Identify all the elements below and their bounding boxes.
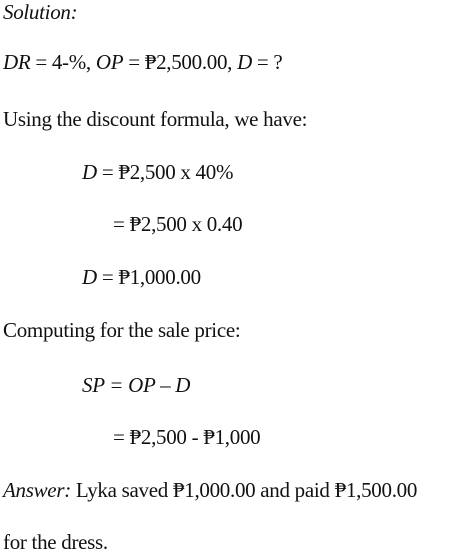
sale-price-substitution: = ₱2,500 - ₱1,000 — [113, 425, 261, 449]
op-value: = ₱2,500.00, — [123, 50, 238, 74]
discount-step-3-variable: D — [82, 265, 97, 289]
solution-heading — [3, 0, 77, 24]
d-value: = ? — [251, 50, 283, 74]
given-values-line — [3, 50, 282, 74]
answer-label: Answer: — [3, 478, 71, 502]
answer-line — [3, 478, 417, 502]
discount-step-1-expression: = ₱2,500 x 40% — [96, 160, 234, 184]
discount-step-1-variable: D — [82, 160, 97, 184]
discount-step-3-result: = ₱1,000.00 — [96, 265, 201, 289]
discount-formula-intro: Using the discount formula, we have: — [3, 107, 308, 131]
sale-price-intro: Computing for the sale price: — [3, 318, 241, 342]
solution-label: Solution: — [3, 0, 78, 24]
answer-text: Lyka saved ₱1,000.00 and paid ₱1,500.00 — [70, 478, 418, 502]
discount-step-3 — [82, 265, 201, 289]
d-variable: D — [237, 50, 252, 74]
sale-price-formula: SP = OP – D — [82, 373, 191, 397]
discount-step-2: = ₱2,500 x 0.40 — [113, 212, 243, 236]
op-variable: OP — [95, 50, 124, 74]
dr-variable: DR — [3, 50, 31, 74]
dr-value: = 4-%, — [30, 50, 96, 74]
answer-continuation: for the dress. — [3, 530, 108, 554]
discount-step-1 — [82, 160, 233, 184]
